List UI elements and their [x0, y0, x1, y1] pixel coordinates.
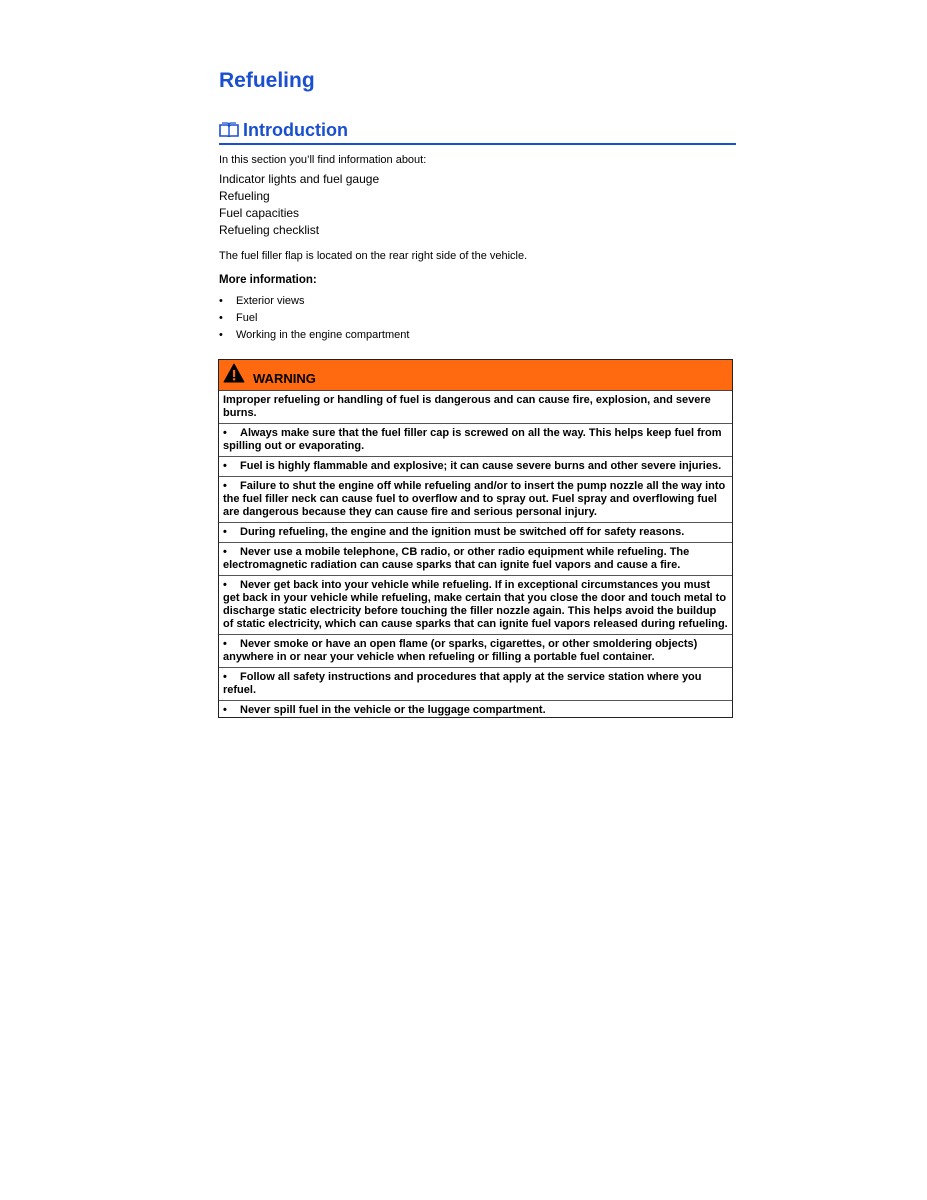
more-info-link[interactable]: Working in the engine compartment	[236, 329, 410, 341]
warning-triangle-icon	[223, 363, 245, 383]
warning-item-text: Follow all safety instructions and procedures that apply at the service station where you refuel.	[223, 671, 702, 696]
bullet: •	[223, 427, 227, 439]
warning-item	[219, 423, 732, 456]
more-info-item[interactable]	[219, 293, 409, 310]
warning-box	[218, 359, 733, 718]
topic-item: Fuel capacities	[219, 206, 300, 220]
warning-body	[219, 391, 732, 720]
warning-item-text: Never use a mobile telephone, CB radio, or other radio equipment while refueling. The electromagnetic radiation can cause sparks that can ignite fuel vapors and cause a fire.	[223, 546, 690, 571]
warning-item	[219, 542, 732, 575]
topic-item: Indicator lights and fuel gauge	[219, 172, 380, 186]
fuel-flap-location-text: The fuel filler flap is located on the rear right side of the vehicle.	[219, 250, 528, 262]
more-info-heading: More information:	[219, 274, 317, 286]
warning-label: WARNING	[253, 370, 316, 386]
section-heading	[219, 118, 736, 145]
bullet: •	[223, 579, 227, 591]
warning-item-text: Always make sure that the fuel filler cap is screwed on all the way. This helps keep fuel from spilling out or evaporating.	[223, 427, 722, 452]
warning-item-text: Never get back into your vehicle while refueling. If in exceptional circumstances you must get back in your vehicle while refueling, make certain that you close the door and touch metal to discharge static electricity before touching the filler nozzle again. This helps avoid the buildup of static electricity, which can cause sparks that can ignite fuel vapors released during refueling.	[223, 579, 728, 630]
warning-item	[219, 476, 732, 522]
warning-item-text: Never spill fuel in the vehicle or the luggage compartment.	[240, 704, 546, 716]
bullet: •	[223, 480, 227, 492]
more-info-list	[219, 293, 409, 344]
intro-text: In this section you’ll find information about:	[219, 154, 427, 166]
bullet: •	[219, 295, 223, 307]
section-title: Introduction	[243, 120, 348, 140]
warning-lead: Improper refueling or handling of fuel is dangerous and can cause fire, explosion, and severe burns.	[223, 394, 711, 419]
warning-item	[219, 700, 732, 720]
more-info-link[interactable]: Exterior views	[236, 295, 305, 307]
warning-item	[219, 575, 732, 634]
topic-item: Refueling	[219, 189, 270, 203]
more-info-item[interactable]	[219, 327, 409, 344]
warning-item	[219, 522, 732, 542]
bullet: •	[223, 526, 227, 538]
bullet: •	[223, 704, 227, 716]
warning-item-text: Never smoke or have an open flame (or sparks, cigarettes, or other smoldering objects) anywhere in or near your vehicle when refueling or filling a portable fuel container.	[223, 638, 698, 663]
more-info-item[interactable]	[219, 310, 409, 327]
bullet: •	[219, 329, 223, 341]
bullet: •	[223, 671, 227, 683]
topic-list	[219, 171, 379, 239]
warning-header	[219, 360, 732, 391]
warning-item	[219, 456, 732, 476]
warning-item	[219, 667, 732, 700]
warning-item-text: During refueling, the engine and the ignition must be switched off for safety reasons.	[240, 526, 685, 538]
bullet: •	[223, 546, 227, 558]
book-icon	[219, 122, 239, 138]
warning-item-text: Failure to shut the engine off while refueling and/or to insert the pump nozzle all the way into the fuel filler neck can cause fuel to overflow and to spray out. Fuel spray and overflowing fuel are dangerous because they can cause fire and serious personal injury.	[223, 480, 726, 518]
bullet: •	[219, 312, 223, 324]
topic-item: Refueling checklist	[219, 223, 320, 237]
warning-item-text: Fuel is highly flammable and explosive; it can cause severe burns and other severe injuries.	[240, 460, 722, 472]
page-title: Refueling	[219, 69, 315, 92]
bullet: •	[223, 460, 227, 472]
warning-item	[219, 634, 732, 667]
more-info-link[interactable]: Fuel	[236, 312, 258, 324]
bullet: •	[223, 638, 227, 650]
